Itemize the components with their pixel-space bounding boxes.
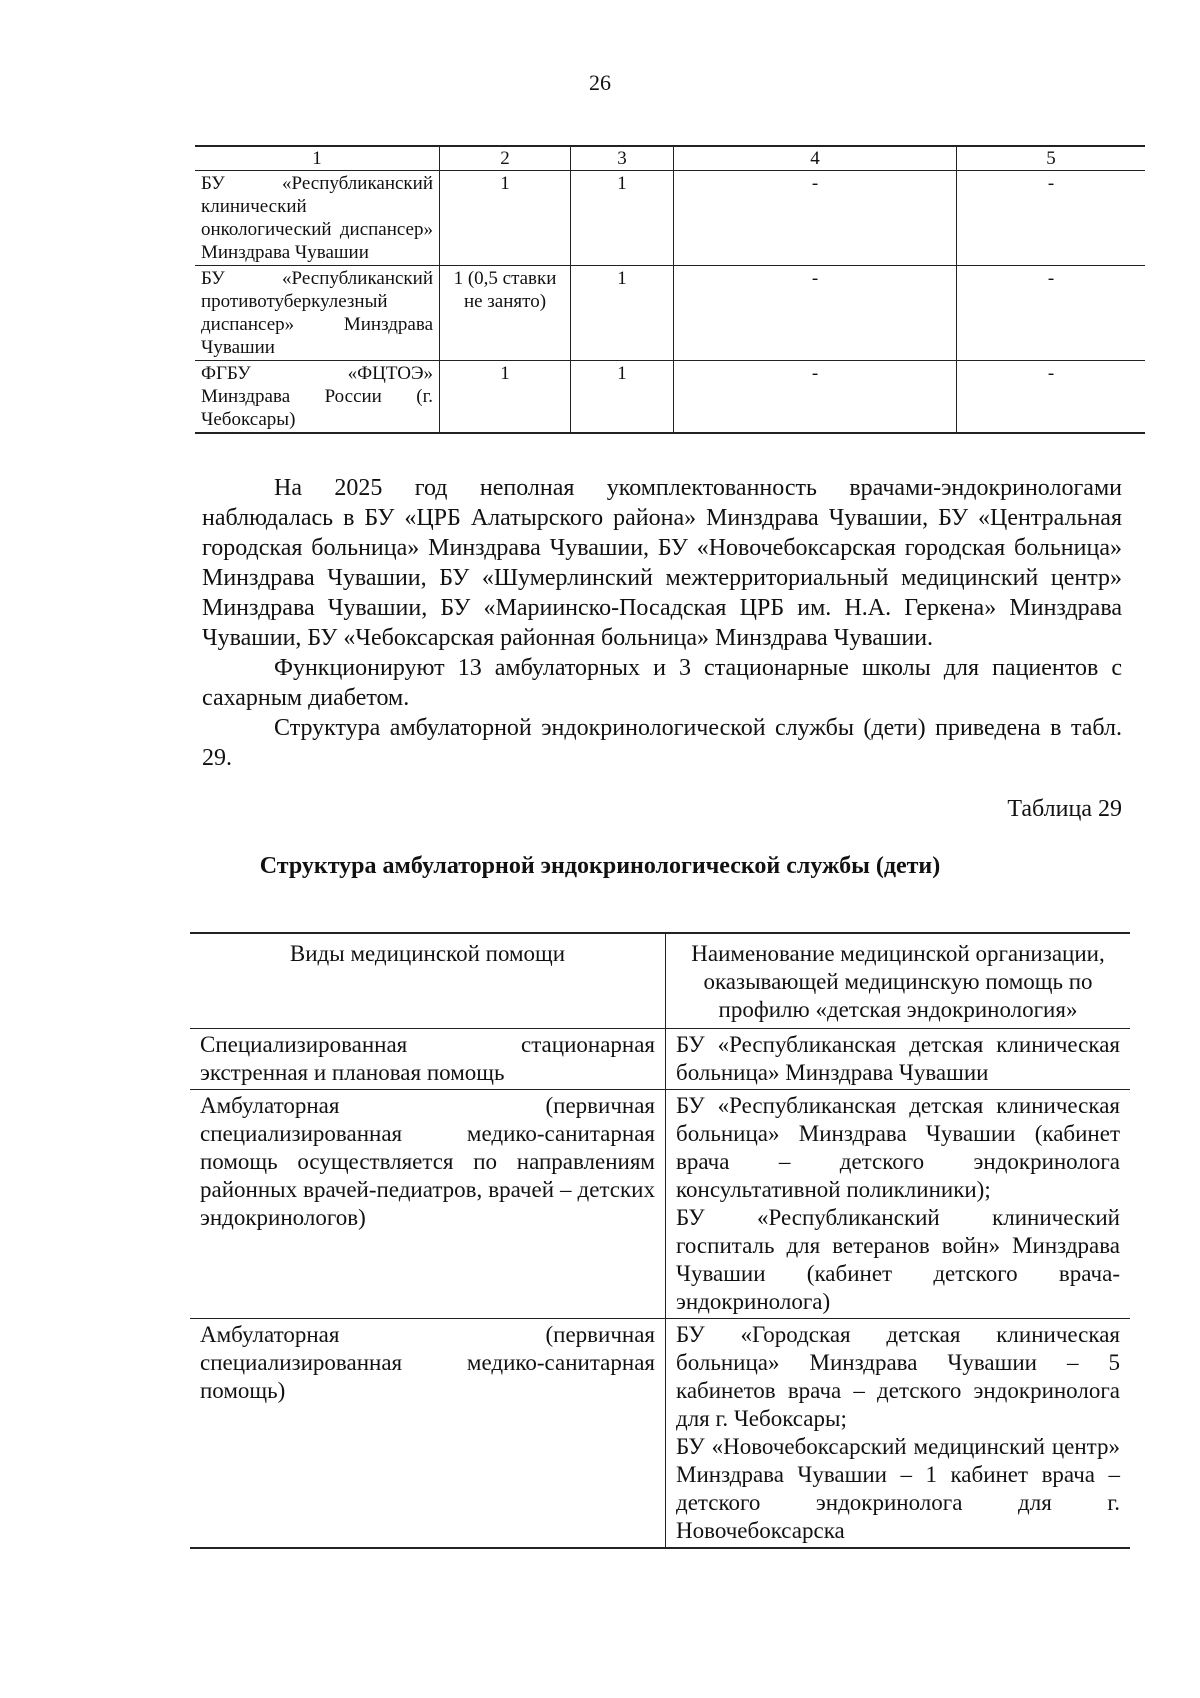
paragraph: Функционируют 13 амбулаторных и 3 стационарные школы для пациентов с сахарным диабетом. [202, 655, 1122, 711]
organization-cell [666, 1029, 1131, 1090]
value-cell: 1 [571, 171, 674, 266]
table-row [195, 361, 1145, 434]
column-number: 5 [957, 146, 1146, 171]
organization-entry: БУ «Республиканская детская клиническая больница» Минздрава Чувашии (кабинет врача – детского эндокринолога консультативной поликлиники); [676, 1093, 1120, 1202]
table-header-row [195, 146, 1145, 171]
organization-cell: БУ «Республиканский клинический онкологический диспансер» Минздрава Чувашии [195, 171, 440, 266]
value-cell: - [957, 361, 1146, 434]
column-number: 2 [440, 146, 571, 171]
value-cell: - [674, 361, 957, 434]
column-header: Наименование медицинской организации, оказывающей медицинскую помощь по профилю «детская эндокринология» [666, 933, 1131, 1029]
value-cell: - [674, 266, 957, 361]
column-number: 1 [195, 146, 440, 171]
care-type-cell: Специализированная стационарная экстренная и плановая помощь [190, 1029, 666, 1090]
paragraph: На 2025 год неполная укомплектованность врачами-эндокринологами наблюдалась в БУ «ЦРБ Алатырского района» Минздрава Чувашии, БУ «Центральная городская больница» Минздрава Чувашии, БУ «Новочебоксарская городская больница» Минздрава Чувашии, БУ «Шумерлинский межтерриториальный медицинский центр» Минздрава Чувашии, БУ «Мариинско-Посадская ЦРБ им. Н.А. Геркена» Минздрава Чувашии, БУ «Чебоксарская районная больница» Минздрава Чувашии. [202, 475, 1122, 651]
value-cell: 1 (0,5 ставки не занято) [440, 266, 571, 361]
table-title: Структура амбулаторной эндокринологической службы (дети) [259, 853, 941, 879]
organization-cell [666, 1090, 1131, 1319]
organization-cell: БУ «Республиканский противотуберкулезный диспансер» Минздрава Чувашии [195, 266, 440, 361]
value-cell: 1 [571, 266, 674, 361]
value-cell: 1 [571, 361, 674, 434]
value-cell: - [957, 171, 1146, 266]
table-row [190, 1319, 1130, 1549]
care-type-cell: Амбулаторная (первичная специализированная медико-санитарная помощь) [190, 1319, 666, 1549]
structure-table [190, 932, 1130, 1549]
body-text [202, 473, 1122, 773]
organization-entry: БУ «Республиканский клинический госпиталь для ветеранов войн» Минздрава Чувашии (кабинет детского врача-эндокринолога) [676, 1205, 1120, 1314]
organization-entry: БУ «Новочебоксарский медицинский центр» Минздрава Чувашии – 1 кабинет врача – детского эндокринолога для г. Новочебоксарска [676, 1434, 1120, 1543]
column-number: 4 [674, 146, 957, 171]
table-row [190, 1090, 1130, 1319]
table-header-row [190, 933, 1130, 1029]
table-row [195, 171, 1145, 266]
staffing-table [195, 145, 1145, 434]
table-row [195, 266, 1145, 361]
column-number: 3 [571, 146, 674, 171]
value-cell: - [957, 266, 1146, 361]
column-header: Виды медицинской помощи [190, 933, 666, 1029]
organization-cell [666, 1319, 1131, 1549]
organization-entry: БУ «Городская детская клиническая больница» Минздрава Чувашии – 5 кабинетов врача – детского эндокринолога для г. Чебоксары; [676, 1322, 1120, 1431]
paragraph: Структура амбулаторной эндокринологической службы (дети) приведена в табл. 29. [202, 715, 1122, 771]
page-number: 26 [589, 70, 611, 95]
value-cell: - [674, 171, 957, 266]
care-type-cell: Амбулаторная (первичная специализированная медико-санитарная помощь осуществляется по направлениям районных врачей-педиатров, врачей – детских эндокринологов) [190, 1090, 666, 1319]
organization-cell: ФГБУ «ФЦТОЭ» Минздрава России (г. Чебоксары) [195, 361, 440, 434]
value-cell: 1 [440, 171, 571, 266]
value-cell: 1 [440, 361, 571, 434]
table-row [190, 1029, 1130, 1090]
organization-entry: БУ «Республиканская детская клиническая больница» Минздрава Чувашии [676, 1032, 1120, 1085]
table-label: Таблица 29 [1007, 796, 1122, 822]
